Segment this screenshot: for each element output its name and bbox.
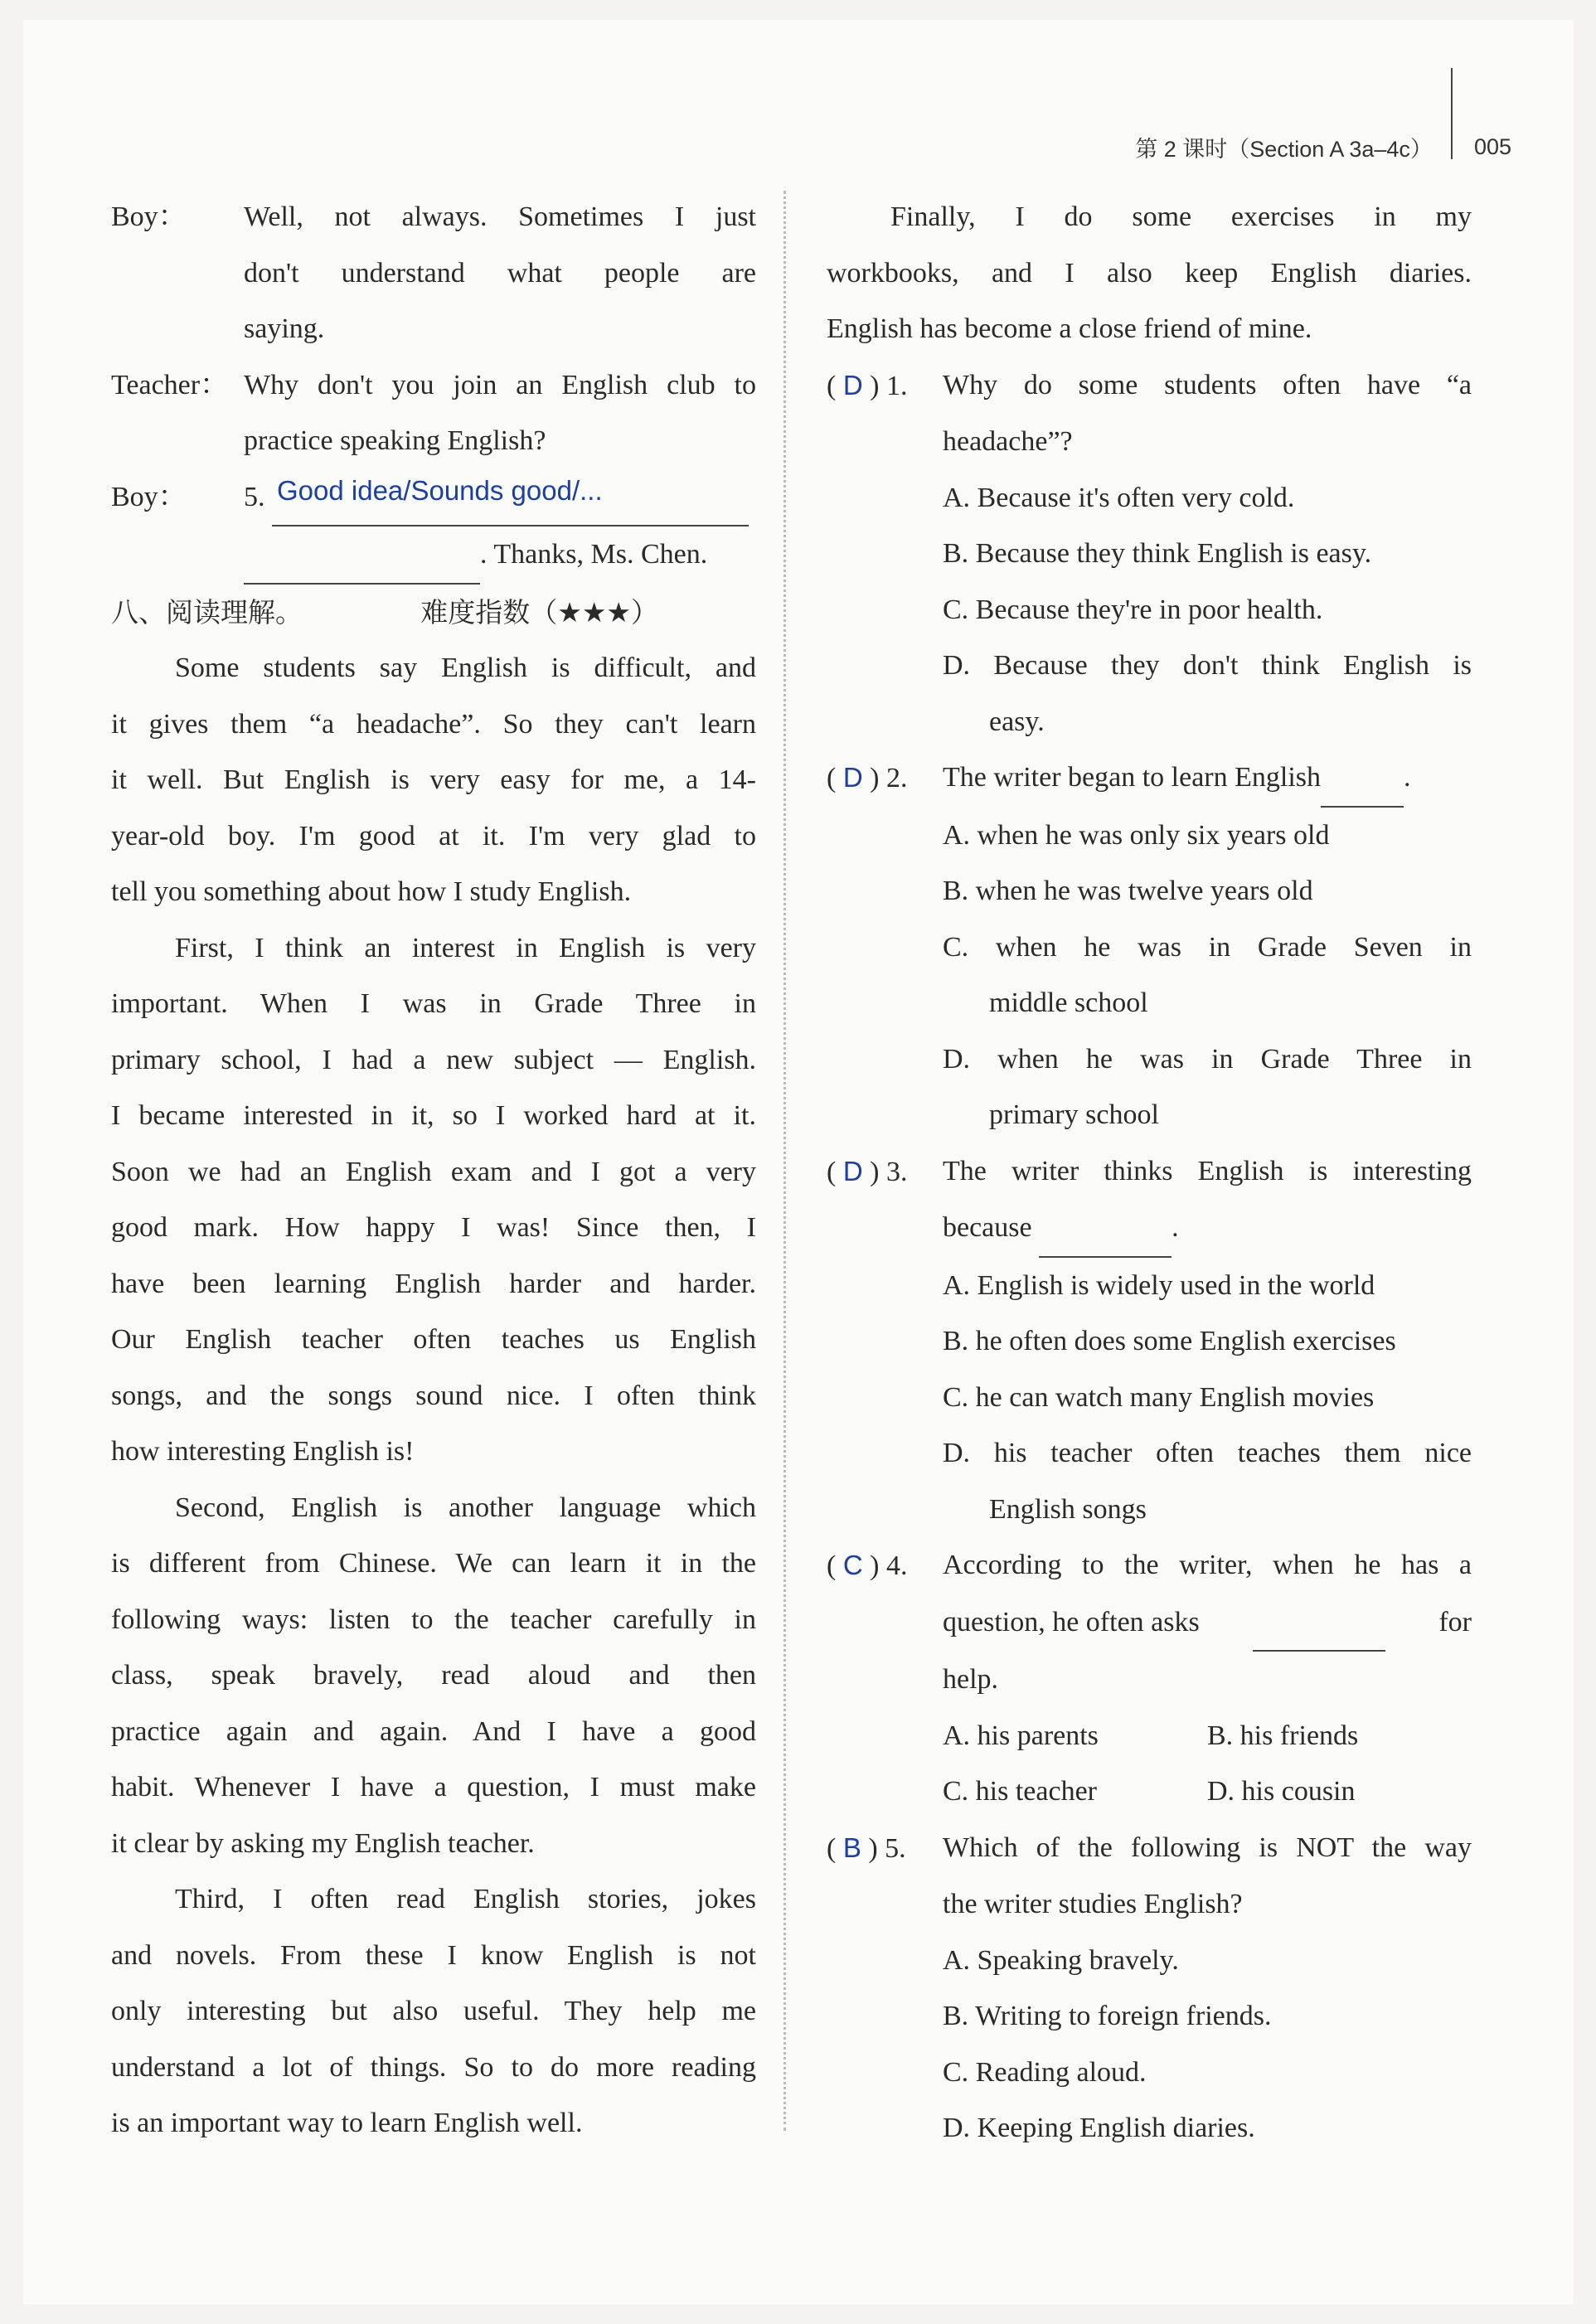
question-number: 2. (886, 763, 908, 793)
option: A. when he was only six years old (943, 819, 1330, 851)
option: A. Speaking bravely. (943, 1944, 1179, 1976)
answer-choice: C (842, 1550, 863, 1580)
section-title: 八、阅读理解。 (111, 595, 303, 628)
question-marker: ( B ) 5. (827, 1832, 906, 1864)
difficulty-rating: 难度指数（★★★） (420, 595, 658, 628)
question-4 (827, 1537, 1472, 1820)
passage-paragraph-3 (111, 1480, 756, 1872)
passage-line: songs, and the songs sound nice. I often think (111, 1380, 756, 1411)
option: A. his parents (943, 1720, 1099, 1751)
speaker-label: Teacher： (111, 369, 229, 400)
passage-line: Our English teacher often teaches us English (111, 1324, 756, 1355)
question-marker: ( D ) 2. (827, 762, 908, 793)
option: D. his teacher often teaches them nice (943, 1438, 1472, 1468)
question-1 (827, 357, 1472, 750)
passage-line: Third, I often read English stories, jokes (175, 1884, 756, 1914)
speaker-label: Boy： (111, 481, 187, 512)
passage-line: following ways: listen to the teacher carefully in (111, 1604, 756, 1635)
dialogue-line: don't understand what people are (244, 257, 756, 289)
dialogue-line: Why don't you join an English club to (244, 369, 756, 400)
passage-line: practice again and again. And I have a good (111, 1715, 756, 1747)
passage-line: is different from Chinese. We can learn it in the (111, 1548, 756, 1579)
question-marker: ( C ) 4. (827, 1550, 908, 1581)
option: B. when he was twelve years old (943, 876, 1313, 906)
passage-line: class, speak bravely, read aloud and then (111, 1660, 756, 1691)
passage-line: it well. But English is very easy for me, a 14- (111, 764, 756, 795)
dialogue-line: practice speaking English? (244, 425, 546, 456)
option: A. Because it's often very cold. (943, 482, 1295, 513)
dialogue-closing (111, 526, 756, 585)
answer-blank (1321, 750, 1404, 808)
option: C. his teacher (943, 1776, 1097, 1807)
passage-paragraph-5 (827, 189, 1472, 357)
passage-line: understand a lot of things. So to do more reading (111, 2051, 756, 2083)
question-stem: headache”? (943, 426, 1073, 457)
period: . (1404, 762, 1411, 793)
question-3 (827, 1143, 1472, 1538)
option: middle school (989, 987, 1148, 1018)
option: easy. (989, 706, 1045, 737)
question-stem: Which of the following is NOT the way (943, 1832, 1472, 1863)
dialogue-teacher (111, 357, 756, 469)
answer-blank (272, 469, 749, 527)
passage-line: Second, English is another language which (175, 1492, 756, 1523)
option: C. when he was in Grade Seven in (943, 931, 1472, 963)
passage-line: Soon we had an English exam and I got a very (111, 1156, 756, 1187)
dialogue-boy-2 (111, 469, 756, 527)
passage-line: and novels. From these I know English is not (111, 1939, 756, 1971)
option: D. Because they don't think English is (943, 650, 1472, 681)
passage-paragraph-2 (111, 920, 756, 1480)
passage-paragraph-1 (111, 640, 756, 920)
closing-text: . Thanks, Ms. Chen. (480, 539, 708, 570)
passage-line: how interesting English is! (111, 1436, 415, 1467)
passage-line: I became interested in it, so I worked hard at it. (111, 1100, 756, 1131)
question-number: 5. (885, 1832, 906, 1864)
passage-line: Finally, I do some exercises in my (890, 201, 1472, 232)
passage-line: is an important way to learn English well. (111, 2108, 583, 2138)
option: B. his friends (1207, 1720, 1359, 1751)
passage-line: it gives them “a headache”. So they can't learn (111, 708, 756, 740)
passage-line: good mark. How happy I was! Since then, I (111, 1212, 756, 1243)
question-stem: The writer began to learn English (943, 762, 1322, 793)
question-marker: ( D ) 1. (827, 369, 908, 401)
question-stem: According to the writer, when he has a (943, 1550, 1472, 1580)
option: C. Because they're in poor health. (943, 594, 1323, 625)
question-stem: for (1438, 1606, 1472, 1637)
answer-blank-continued (244, 526, 480, 585)
passage-line: only interesting but also useful. They help me (111, 1996, 756, 2026)
option: primary school (989, 1099, 1159, 1130)
answer-choice: D (842, 369, 863, 400)
option: D. Keeping English diaries. (943, 2113, 1255, 2143)
option: English songs (989, 1493, 1147, 1525)
section-heading (111, 585, 691, 641)
question-number: 1. (886, 370, 908, 401)
question-stem: Why do some students often have “a (943, 369, 1472, 400)
question-stem: question, he often asks (943, 1606, 1200, 1637)
option: C. he can watch many English movies (943, 1381, 1375, 1413)
passage-paragraph-4 (111, 1871, 756, 2152)
option: C. Reading aloud. (943, 2056, 1147, 2088)
question-stem: The writer thinks English is interesting (943, 1155, 1472, 1186)
option: A. English is widely used in the world (943, 1269, 1375, 1301)
passage-line: tell you something about how I study English. (111, 876, 632, 907)
passage-line: workbooks, and I also keep English diaries. (827, 257, 1472, 289)
question-number: 4. (886, 1550, 908, 1581)
column-divider (783, 191, 786, 2131)
dialogue-line: saying. (244, 313, 325, 344)
page-header (1135, 101, 1511, 192)
speaker-label: Boy： (111, 201, 187, 232)
left-column (111, 189, 756, 2152)
passage-line: year-old boy. I'm good at it. I'm very glad to (111, 820, 756, 851)
answer-choice: D (842, 1155, 863, 1186)
passage-line: First, I think an interest in English is very (175, 932, 756, 963)
lesson-title: 第 2 课时（Section A 3a–4c） (1135, 136, 1433, 162)
passage-line: Some students say English is difficult, and (175, 653, 756, 683)
answer-blank (1039, 1200, 1172, 1258)
question-number: 3. (886, 1156, 908, 1187)
option: D. his cousin (1207, 1776, 1356, 1807)
answer-blank (1253, 1594, 1385, 1652)
question-2 (827, 750, 1472, 1143)
option: B. Because they think English is easy. (943, 538, 1372, 569)
question-stem: the writer studies English? (943, 1889, 1243, 1919)
handwritten-answer: Good idea/Sounds good/... (277, 474, 603, 506)
question-5 (827, 1820, 1472, 2157)
item-number: 5. (244, 481, 265, 512)
question-marker: ( D ) 3. (827, 1155, 908, 1187)
answer-choice: D (842, 762, 863, 793)
passage-line: important. When I was in Grade Three in (111, 988, 756, 1019)
option: B. he often does some English exercises (943, 1326, 1396, 1356)
passage-line: primary school, I had a new subject — English. (111, 1044, 756, 1075)
answer-choice: B (842, 1832, 861, 1863)
header-divider (1451, 68, 1453, 159)
right-column (827, 189, 1472, 2157)
question-stem: because (943, 1212, 1032, 1243)
option: D. when he was in Grade Three in (943, 1043, 1472, 1075)
period: . (1172, 1212, 1179, 1243)
dialogue-boy-1 (111, 189, 756, 357)
question-stem: help. (943, 1664, 999, 1695)
passage-line: it clear by asking my English teacher. (111, 1827, 535, 1859)
page-number: 005 (1473, 133, 1511, 159)
dialogue-line: Well, not always. Sometimes I just (244, 201, 756, 232)
passage-line: English has become a close friend of mine. (827, 313, 1312, 344)
passage-line: habit. Whenever I have a question, I must make (111, 1772, 756, 1802)
option: B. Writing to foreign friends. (943, 2001, 1272, 2031)
passage-line: have been learning English harder and harder. (111, 1268, 756, 1299)
